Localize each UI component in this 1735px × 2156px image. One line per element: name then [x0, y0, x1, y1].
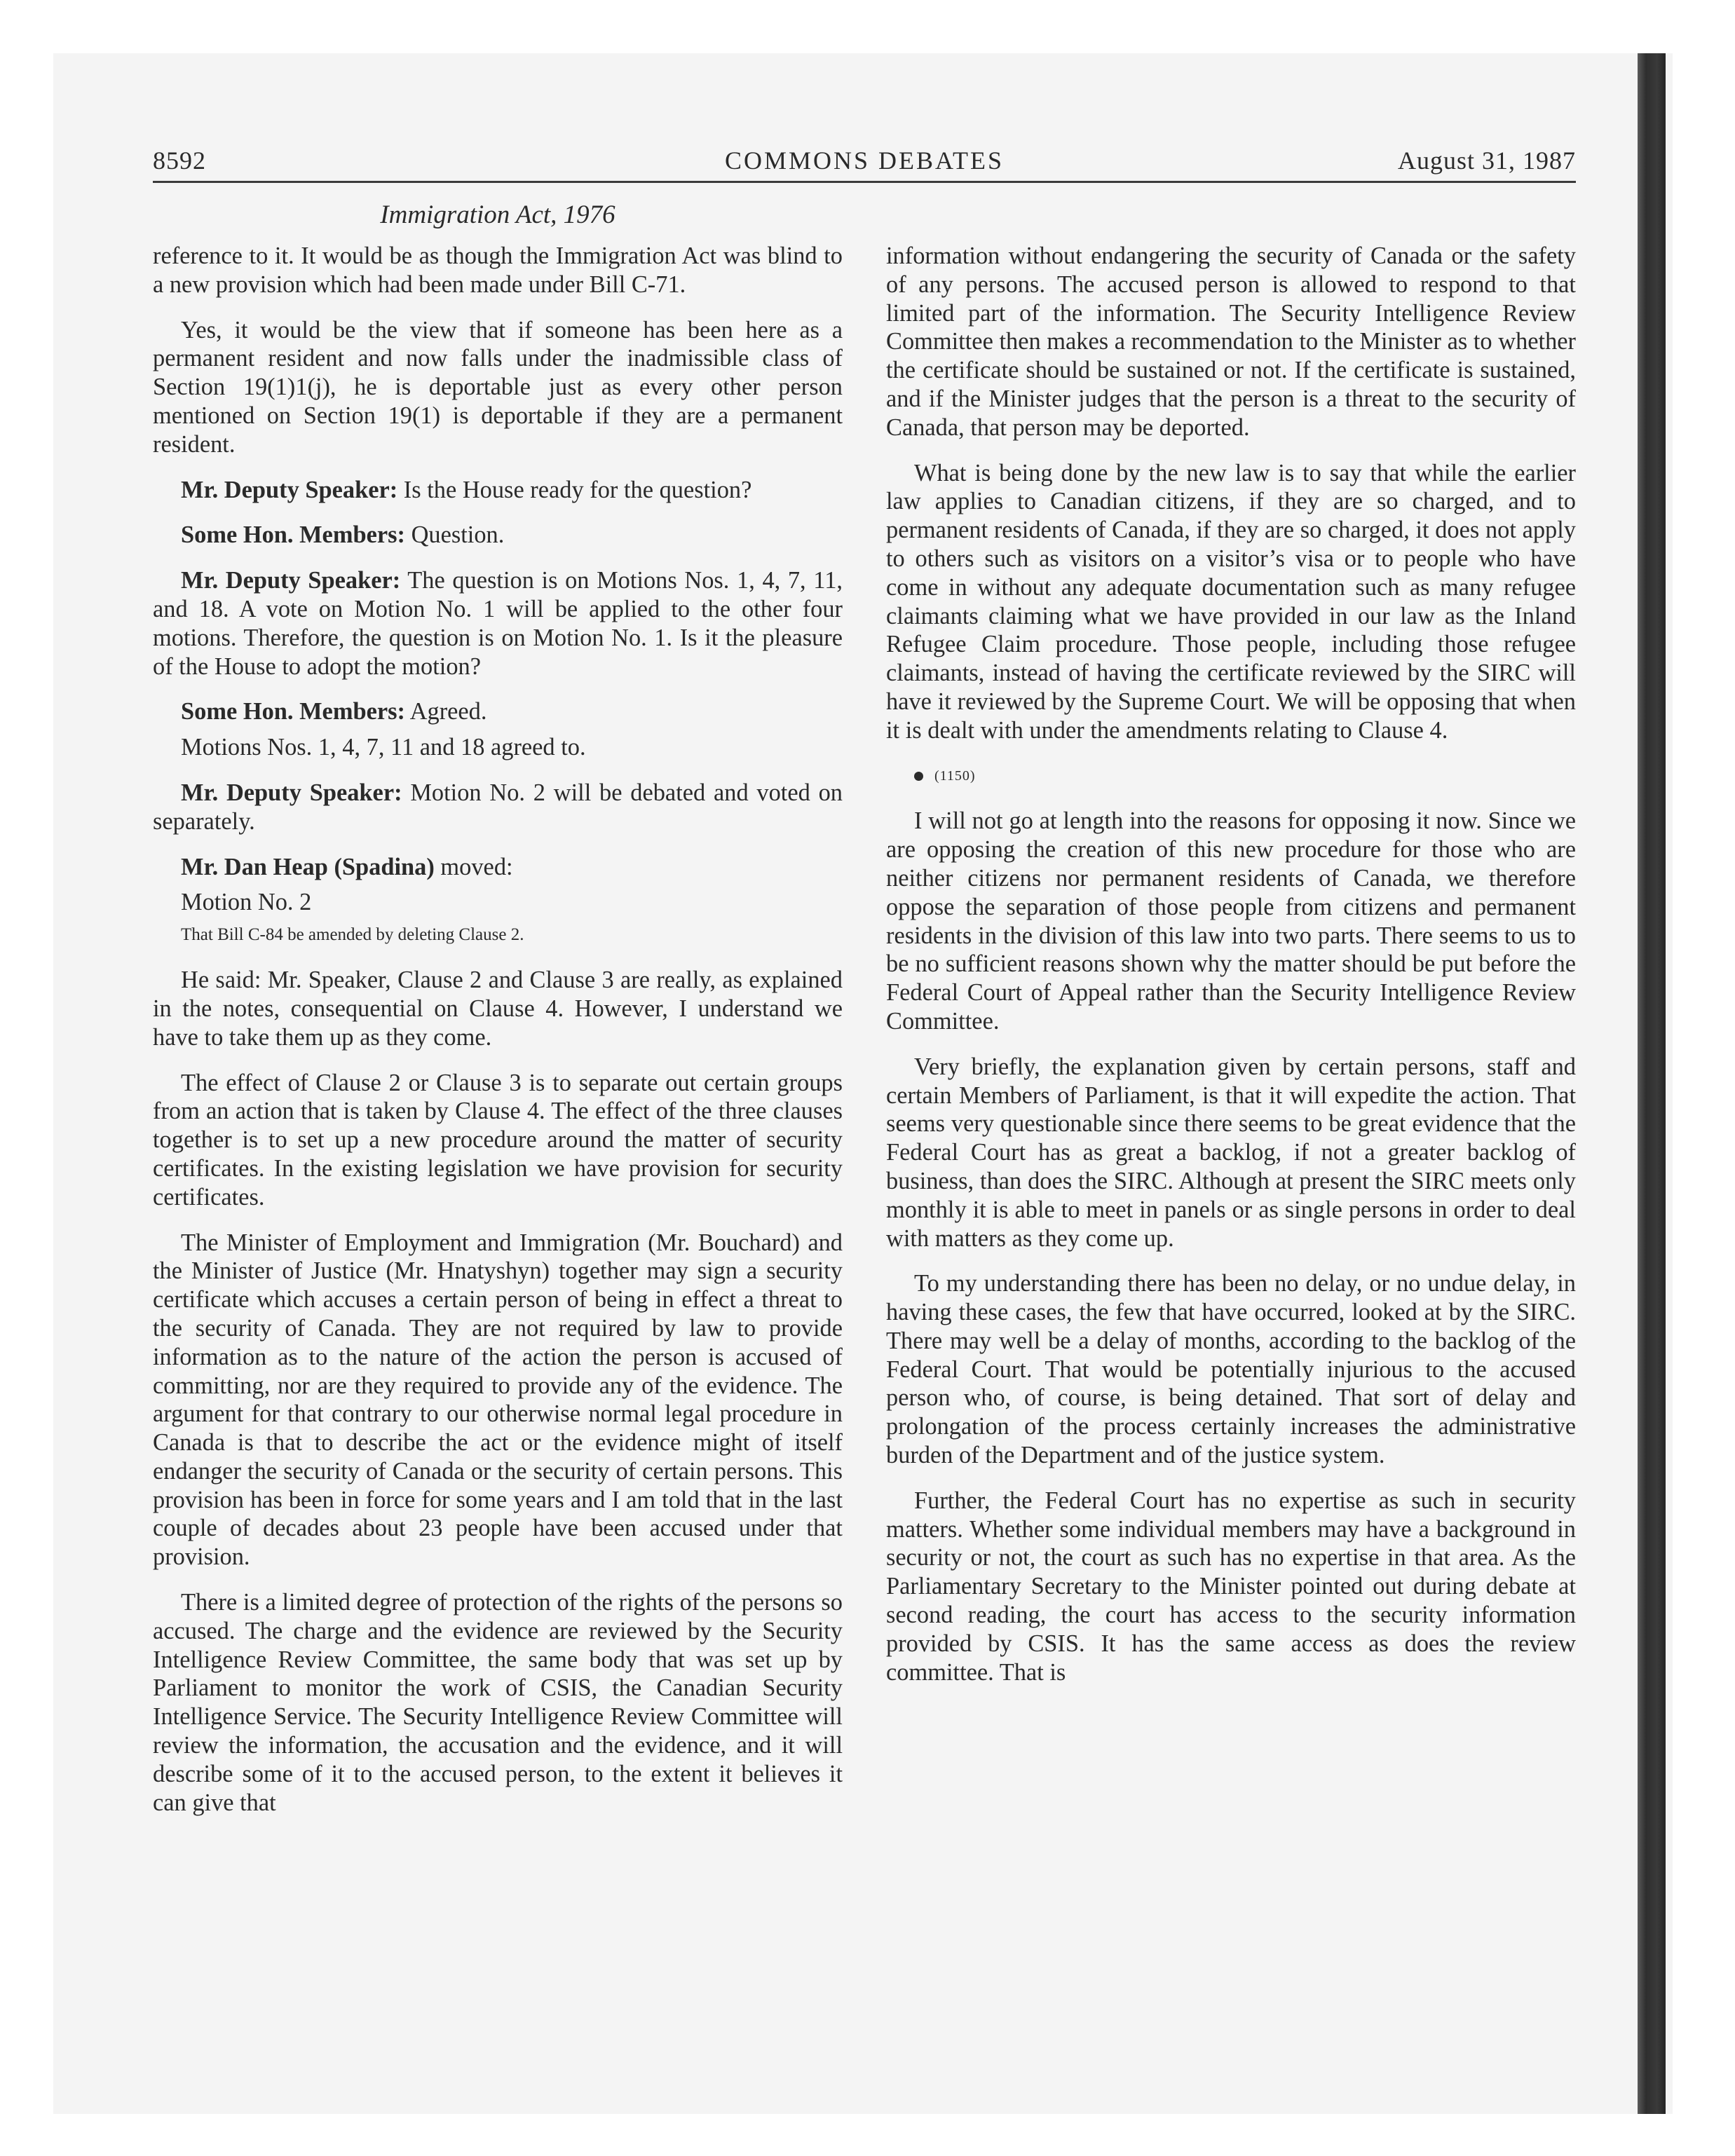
speech-text: Motion No. 2 will be debated and voted on separately.: [153, 779, 843, 835]
speech: [153, 521, 843, 550]
time-marker: [886, 762, 1576, 791]
speaker-name: Mr. Dan Heap (Spadina): [181, 853, 435, 880]
speech: [153, 566, 843, 681]
bullet-icon: [914, 772, 923, 781]
scan-edge-shadow: [1638, 53, 1666, 2114]
paragraph: What is being done by the new law is to say that while the earlier law applies to Canadian citizens, if they are so charged, and to permanent residents of Canada, if they are so charged, it does not apply to others such as visitors on a visitor’s visa or to people who have come in without any adequate documentation such as many refugee claimants claiming what we have provided in our law as the Inland Refugee Claim procedure. Those people, including those refugee claimants, instead of having the certificate reviewed by the SIRC will have it reviewed by the Supreme Court. We will be opposing that when it is dealt with under the amendments relating to Clause 4.: [886, 459, 1576, 744]
running-title: COMMONS DEBATES: [724, 146, 1005, 175]
speech: [153, 853, 843, 882]
speech-text: Question.: [404, 521, 505, 549]
speech: [153, 476, 843, 505]
time-marker-label: (1150): [934, 767, 976, 784]
paragraph: information without endangering the security of Canada or the safety of any persons. The accused person is allowed to respond to that limited part of the information. The Security Intelligence Review Committee then makes a recommendation to the Minister as to whether the certificate should be sustained or not. If the certificate is sustained, and if the Minister judges that the person is a threat to the security of Canada, that person may be deported.: [886, 243, 1576, 441]
motion-result: Motions Nos. 1, 4, 7, 11 and 18 agreed to.: [181, 734, 586, 761]
speaker-name: Mr. Deputy Speaker:: [181, 779, 402, 806]
motion-text: That Bill C-84 be amended by deleting Clause 2.: [181, 925, 524, 945]
paragraph: To my understanding there has been no delay, or no undue delay, in having these cases, the few that have occurred, looked at by the SIRC. There may well be a delay of months, according to the backlog of the Federal Court. That would be potentially injurious to the accused person who, of course, is being detained. That sort of delay and prolongation of the process certainly increases the administrative burden of the Department and of the justice system.: [886, 1270, 1576, 1469]
paragraph: He said: Mr. Speaker, Clause 2 and Clause 3 are really, as explained in the notes, consequential on Clause 4. However, I understand we have to take them up as they come.: [153, 967, 843, 1051]
paragraph: Yes, it would be the view that if someone has been here as a permanent resident and now falls under the inadmissible class of Section 19(1)1(j), he is deportable just as every other person mentioned on Section 19(1) is deportable if they are a permanent resident.: [153, 316, 843, 458]
speaker-name: Some Hon. Members:: [181, 698, 405, 725]
header-date: August 31, 1987: [1397, 146, 1576, 175]
header-rule: [153, 181, 1576, 183]
paragraph: Further, the Federal Court has no expertise as such in security matters. Whether some individual members may have a background in security or not, the court as such has no expertise in that area. As the Parliamentary Secretary to the Minister pointed out during debate at second reading, the court has access to the security information provided by CSIS. It has the same access as does the review committee. That is: [886, 1487, 1576, 1686]
paragraph: The effect of Clause 2 or Clause 3 is to separate out certain groups from an action that is taken by Clause 4. The effect of the three clauses together is to set up a new procedure around the matter of security certificates. In the existing legislation we have provision for security certificates.: [153, 1069, 843, 1210]
left-column: [153, 242, 843, 1834]
right-column: [886, 242, 1576, 1703]
subject-heading: Immigration Act, 1976: [380, 200, 615, 229]
paragraph: reference to it. It would be as though the Immigration Act was blind to a new provision which had been made under Bill C-71.: [153, 243, 843, 298]
speech-text: Agreed.: [404, 698, 487, 725]
speech: [153, 779, 843, 836]
motion-label: Motion No. 2: [181, 889, 312, 916]
speaker-name: Some Hon. Members:: [181, 521, 405, 549]
speaker-name: Mr. Deputy Speaker:: [181, 567, 401, 594]
speech-text: moved:: [434, 853, 513, 880]
paragraph: There is a limited degree of protection of the rights of the persons so accused. The charge and the evidence are reviewed by the Security Intelligence Review Committee, the same body that was set up by Parliament to monitor the work of CSIS, the Canadian Security Intelligence Service. The Security Intelligence Review Committee will review the information, the accusation and the evidence, and it will describe some of it to the accused person, to the extent it believes it can give that: [153, 1589, 843, 1816]
paragraph: Very briefly, the explanation given by certain persons, staff and certain Members of Parliament, is that it will expedite the action. That seems very questionable since there seems to be great evidence that the Federal Court has as great a backlog, if not a greater backlog of business, than does the SIRC. Although at present the SIRC meets only monthly it is able to meet in panels or as single persons in order to deal with matters as they come up.: [886, 1053, 1576, 1252]
paragraph: The Minister of Employment and Immigration (Mr. Bouchard) and the Minister of Justice (Mr. Hnatyshyn) together may sign a security certificate which accuses a certain person of being in effect a threat to the security of Canada. They are not required by law to provide information as to the nature of the action the person is accused of committing, nor are they required to provide any of the evidence. The argument for that contrary to our otherwise normal legal procedure in Canada is that to describe the act or the evidence might of itself endanger the security of Canada or the security of certain persons. This provision has been in force for some years and I am told that in the last couple of decades about 23 people have been accused under that provision.: [153, 1229, 843, 1571]
page-header: [153, 146, 1576, 181]
speech-text: The question is on Motions Nos. 1, 4, 7, 11, and 18. A vote on Motion No. 1 will be applied to the other four motions. Therefore, the question is on Motion No. 1. Is it the pleasure of the House to adopt the motion?: [153, 567, 843, 680]
paragraph: I will not go at length into the reasons for opposing it now. Since we are opposing the creation of this new procedure for those who are neither citizens nor permanent residents of Canada, we therefore oppose the separation of those people from citizens and permanent residents in the division of this law into two parts. There seems to us to be no sufficient reasons shown why the matter should be put before the Federal Court of Appeal rather than the Security Intelligence Review Committee.: [886, 807, 1576, 1035]
speech: [153, 697, 843, 726]
speech-text: Is the House ready for the question?: [397, 476, 752, 503]
page-number: 8592: [153, 146, 206, 175]
speaker-name: Mr. Deputy Speaker:: [181, 476, 398, 503]
